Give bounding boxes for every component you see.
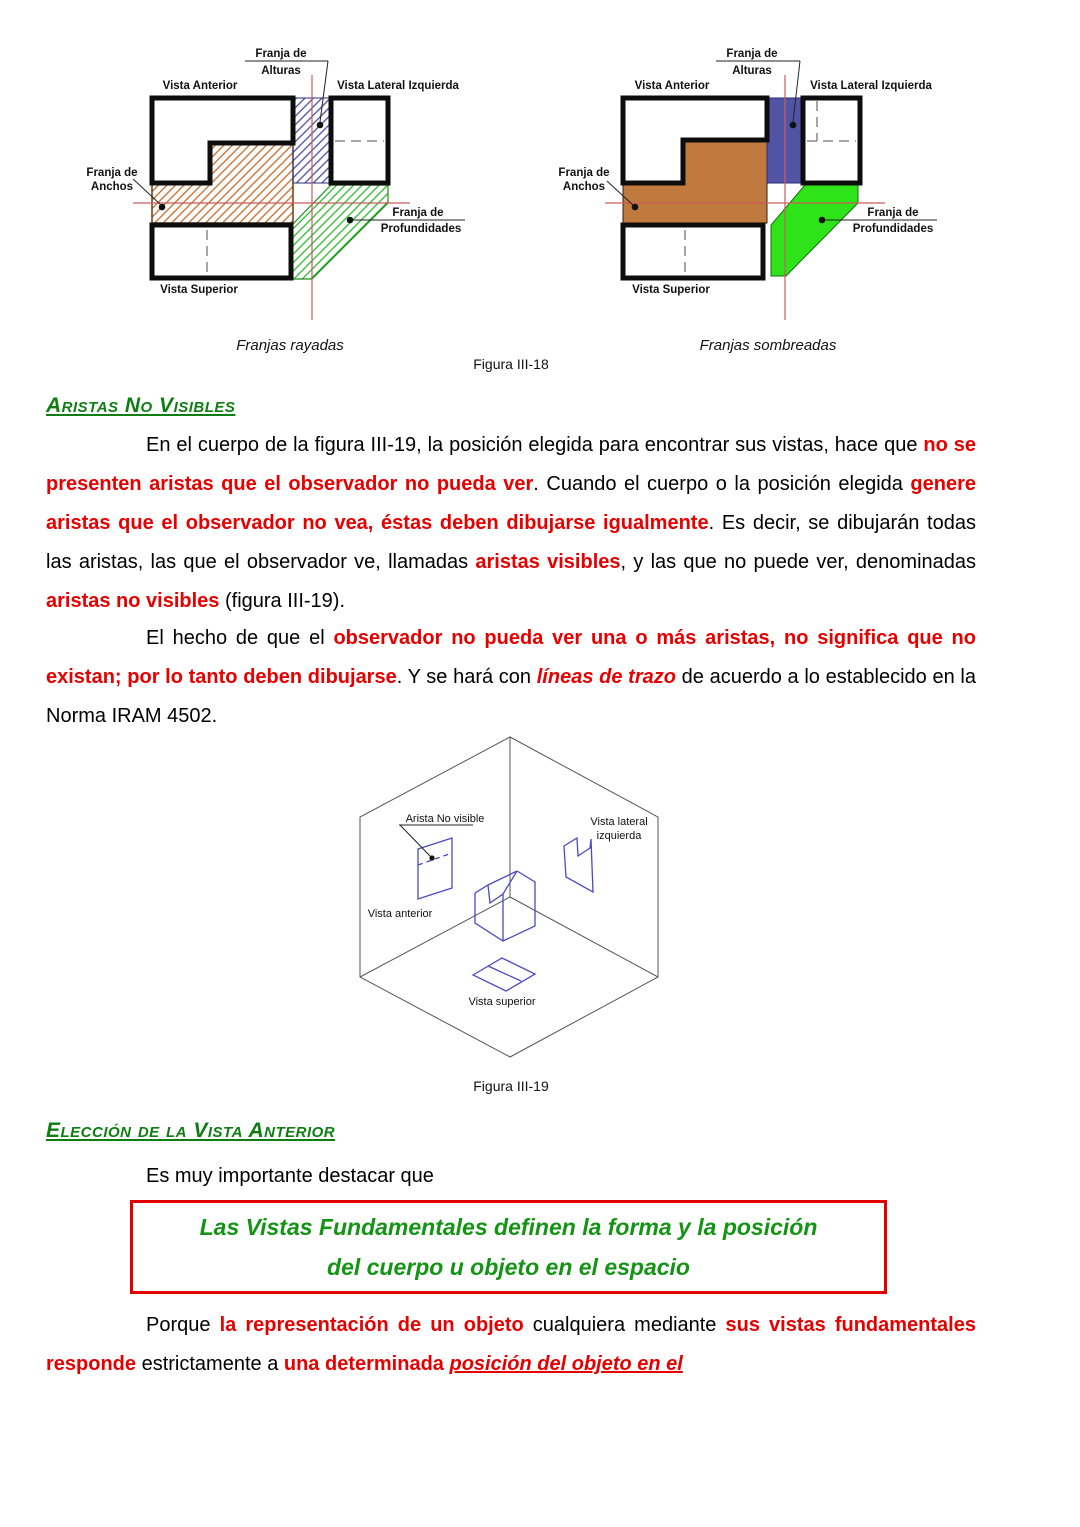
paragraph-3 xyxy=(46,1306,976,1384)
side-view-label: Vista Lateral Izquierda xyxy=(810,80,932,92)
heights-label-2: Alturas xyxy=(732,65,772,77)
text-run: genere aristas que el observador no vea, éstas deben dibujarse igualmente xyxy=(46,473,977,534)
front-view-label: Vista Anterior xyxy=(162,80,238,92)
text-run: aristas no visibles xyxy=(46,590,220,612)
heights-label-1: Franja de xyxy=(726,48,778,60)
top-view-label: Vista Superior xyxy=(160,284,238,296)
widths-label-1: Franja de xyxy=(558,167,610,179)
shaded-caption: Franjas sombreadas xyxy=(699,337,837,354)
intro-line: Es muy importante destacar que xyxy=(146,1165,434,1187)
projections-blue xyxy=(418,838,593,991)
text-run: cualquiera mediante xyxy=(523,1314,726,1336)
figure-iii-18 xyxy=(0,0,1080,378)
shaded-views-diagram xyxy=(558,48,937,354)
text-run: líneas de trazo xyxy=(536,666,676,688)
leader-dot xyxy=(819,217,826,224)
depths-label-2: Profundidades xyxy=(380,223,462,235)
top-view-projection xyxy=(473,958,535,991)
widths-label-2: Anchos xyxy=(562,181,606,193)
side-view-label: Vista Lateral Izquierda xyxy=(337,80,459,92)
side-view-label-2: izquierda xyxy=(596,830,642,842)
figure-18-caption: Figura III-18 xyxy=(473,356,549,372)
depths-label-2: Profundidades xyxy=(852,223,934,235)
leader-dot xyxy=(429,855,434,860)
section-heading-eleccion: Elección de la Vista Anterior xyxy=(46,1119,336,1142)
leader-arrow xyxy=(400,825,430,856)
front-view-label: Vista Anterior xyxy=(634,80,710,92)
highlight-box-line-2: del cuerpo u objeto en el espacio xyxy=(327,1254,690,1280)
hatched-caption: Franjas rayadas xyxy=(236,337,344,354)
highlight-box-line-1: Las Vistas Fundamentales definen la forma y la posición xyxy=(199,1214,818,1240)
top-view-label: Vista Superior xyxy=(632,284,710,296)
depths-strip-shaded xyxy=(771,185,858,276)
text-run: Porque xyxy=(146,1314,220,1336)
leader-dot xyxy=(159,204,166,211)
text-run: . Y se hará con xyxy=(396,666,537,688)
section-heading-aristas: Aristas No Visibles xyxy=(46,394,236,417)
front-view-projection xyxy=(418,838,452,899)
top-view-outline xyxy=(152,225,291,278)
text-run: aristas visibles xyxy=(475,551,621,573)
leader-dot xyxy=(317,122,324,129)
text-run: , y las que no puede ver, denominadas xyxy=(620,551,976,573)
hidden-edge-label: Arista No visible xyxy=(405,813,485,825)
paragraph-2 xyxy=(46,619,976,736)
text-run: . Cuando el cuerpo o la posición elegida xyxy=(533,473,911,495)
text-run: sus vistas fundamentales responde xyxy=(46,1314,976,1375)
depths-label-1: Franja de xyxy=(867,207,919,219)
hidden-edge-dashed xyxy=(418,853,452,865)
text-run: El hecho de que el xyxy=(146,627,334,649)
hatched-views-diagram xyxy=(86,48,465,354)
figure-19-caption: Figura III-19 xyxy=(473,1078,549,1094)
text-run: posición del objeto en el xyxy=(449,1353,683,1375)
figure-iii-19 xyxy=(0,725,1080,1067)
heights-label-1: Franja de xyxy=(255,48,307,60)
text-run: de acuerdo a lo establecido en la Norma IRAM 4502. xyxy=(46,666,976,727)
depths-label-1: Franja de xyxy=(392,207,444,219)
side-view-label-1: Vista lateral xyxy=(590,816,648,828)
front-view-label: Vista anterior xyxy=(367,908,433,920)
projection-corner-walls xyxy=(360,737,658,1057)
depths-strip-hatched xyxy=(292,185,388,279)
leader-dot xyxy=(347,217,354,224)
text-run: la representación de un objeto xyxy=(219,1314,524,1336)
paragraph-1 xyxy=(46,426,976,621)
widths-label-1: Franja de xyxy=(86,167,138,179)
heights-label-2: Alturas xyxy=(261,65,301,77)
top-view-label: Vista superior xyxy=(468,996,536,1008)
side-view-projection xyxy=(564,838,593,892)
leader-dot xyxy=(632,204,639,211)
text-run: no se presenten aristas que el observador no pueda ver xyxy=(46,434,976,495)
leader-dot xyxy=(790,122,797,129)
widths-label-2: Anchos xyxy=(90,181,134,193)
text-run: En el cuerpo de la figura III-19, la posición elegida para encontrar sus vistas, hace que xyxy=(146,434,924,456)
text-run: (figura III-19). xyxy=(219,590,346,612)
text-run: observador no pueda ver una o más aristas, no significa que no existan; por lo tanto deben dibujarse xyxy=(46,627,976,688)
highlight-box xyxy=(130,1200,887,1294)
text-run: . Es decir, se dibujarán todas las aristas, las que el observador ve, llamadas xyxy=(46,512,976,573)
top-view-outline xyxy=(623,225,763,278)
text-run: una determinada xyxy=(283,1353,450,1375)
text-run: estrictamente a xyxy=(136,1353,284,1375)
